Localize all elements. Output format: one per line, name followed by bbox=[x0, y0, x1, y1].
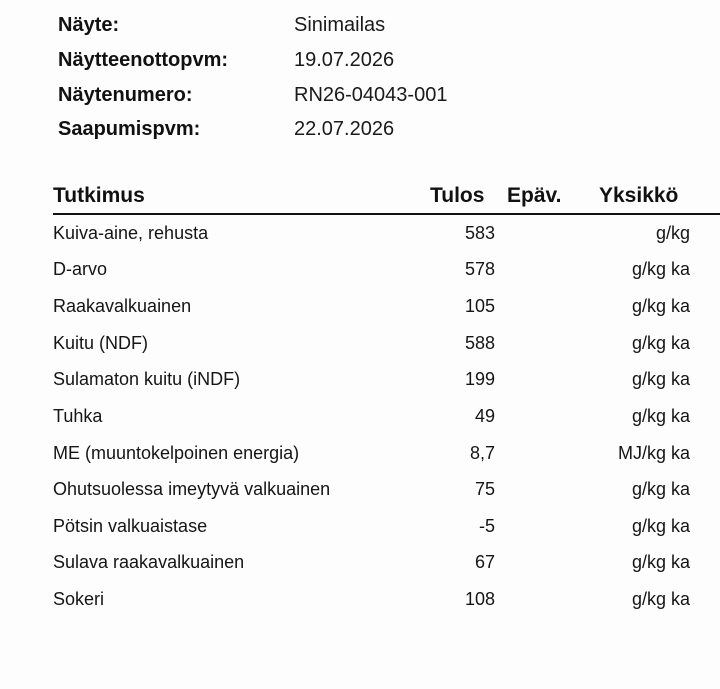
test-name: Raakavalkuainen bbox=[53, 296, 192, 316]
sample-value: Sinimailas bbox=[294, 14, 386, 36]
test-unit: g/kg ka bbox=[631, 406, 690, 426]
table-row bbox=[53, 479, 713, 505]
test-unit: g/kg ka bbox=[631, 369, 690, 389]
table-row bbox=[53, 259, 713, 285]
test-name: ME (muuntokelpoinen energia) bbox=[53, 443, 300, 463]
test-result: 49 bbox=[474, 406, 495, 426]
test-name: Kuiva-aine, rehusta bbox=[53, 223, 209, 243]
header-uncertainty: Epäv. bbox=[507, 184, 562, 207]
test-unit: g/kg ka bbox=[631, 516, 690, 536]
test-unit: g/kg ka bbox=[631, 479, 690, 499]
test-name: Sokeri bbox=[53, 589, 105, 609]
table-row bbox=[53, 333, 713, 359]
test-name: Pötsin valkuaistase bbox=[53, 516, 208, 536]
test-name: Sulamaton kuitu (iNDF) bbox=[53, 369, 241, 389]
table-row bbox=[53, 552, 713, 578]
test-unit: g/kg ka bbox=[631, 589, 690, 609]
test-result: -5 bbox=[478, 516, 495, 536]
test-unit: g/kg bbox=[655, 223, 690, 243]
test-unit: g/kg ka bbox=[631, 259, 690, 279]
test-unit: g/kg ka bbox=[631, 552, 690, 572]
test-result: 75 bbox=[474, 479, 495, 499]
sample-number-label: Näytenumero: bbox=[58, 84, 193, 106]
test-name: Tuhka bbox=[53, 406, 103, 426]
table-row bbox=[53, 406, 713, 432]
test-unit: g/kg ka bbox=[631, 333, 690, 353]
test-result: 199 bbox=[464, 369, 495, 389]
test-name: Kuitu (NDF) bbox=[53, 333, 149, 353]
test-result: 578 bbox=[464, 259, 495, 279]
test-unit: g/kg ka bbox=[631, 296, 690, 316]
test-result: 105 bbox=[464, 296, 495, 316]
table-row bbox=[53, 443, 713, 469]
test-name: Ohutsuolessa imeytyvä valkuainen bbox=[53, 479, 331, 499]
header-unit: Yksikkö bbox=[599, 184, 679, 207]
table-row bbox=[53, 223, 713, 249]
header-result: Tulos bbox=[430, 184, 485, 207]
header-test: Tutkimus bbox=[53, 184, 145, 207]
sampling-date-value: 19.07.2026 bbox=[294, 49, 395, 71]
sampling-date-label: Näytteenottopvm: bbox=[58, 49, 229, 71]
results-table-header bbox=[53, 184, 720, 214]
table-row bbox=[53, 516, 713, 542]
header-divider bbox=[53, 213, 720, 215]
test-name: D-arvo bbox=[53, 259, 108, 279]
test-result: 67 bbox=[474, 552, 495, 572]
arrival-date-value: 22.07.2026 bbox=[294, 118, 395, 140]
test-unit: MJ/kg ka bbox=[617, 443, 690, 463]
sample-label: Näyte: bbox=[58, 14, 120, 36]
table-row bbox=[53, 369, 713, 395]
test-result: 108 bbox=[464, 589, 495, 609]
arrival-date-label: Saapumispvm: bbox=[58, 118, 201, 140]
table-row bbox=[53, 296, 713, 322]
test-result: 8,7 bbox=[469, 443, 495, 463]
test-result: 583 bbox=[464, 223, 495, 243]
test-name: Sulava raakavalkuainen bbox=[53, 552, 245, 572]
table-row bbox=[53, 589, 713, 615]
test-result: 588 bbox=[464, 333, 495, 353]
sample-number-value: RN26-04043-001 bbox=[294, 84, 448, 106]
